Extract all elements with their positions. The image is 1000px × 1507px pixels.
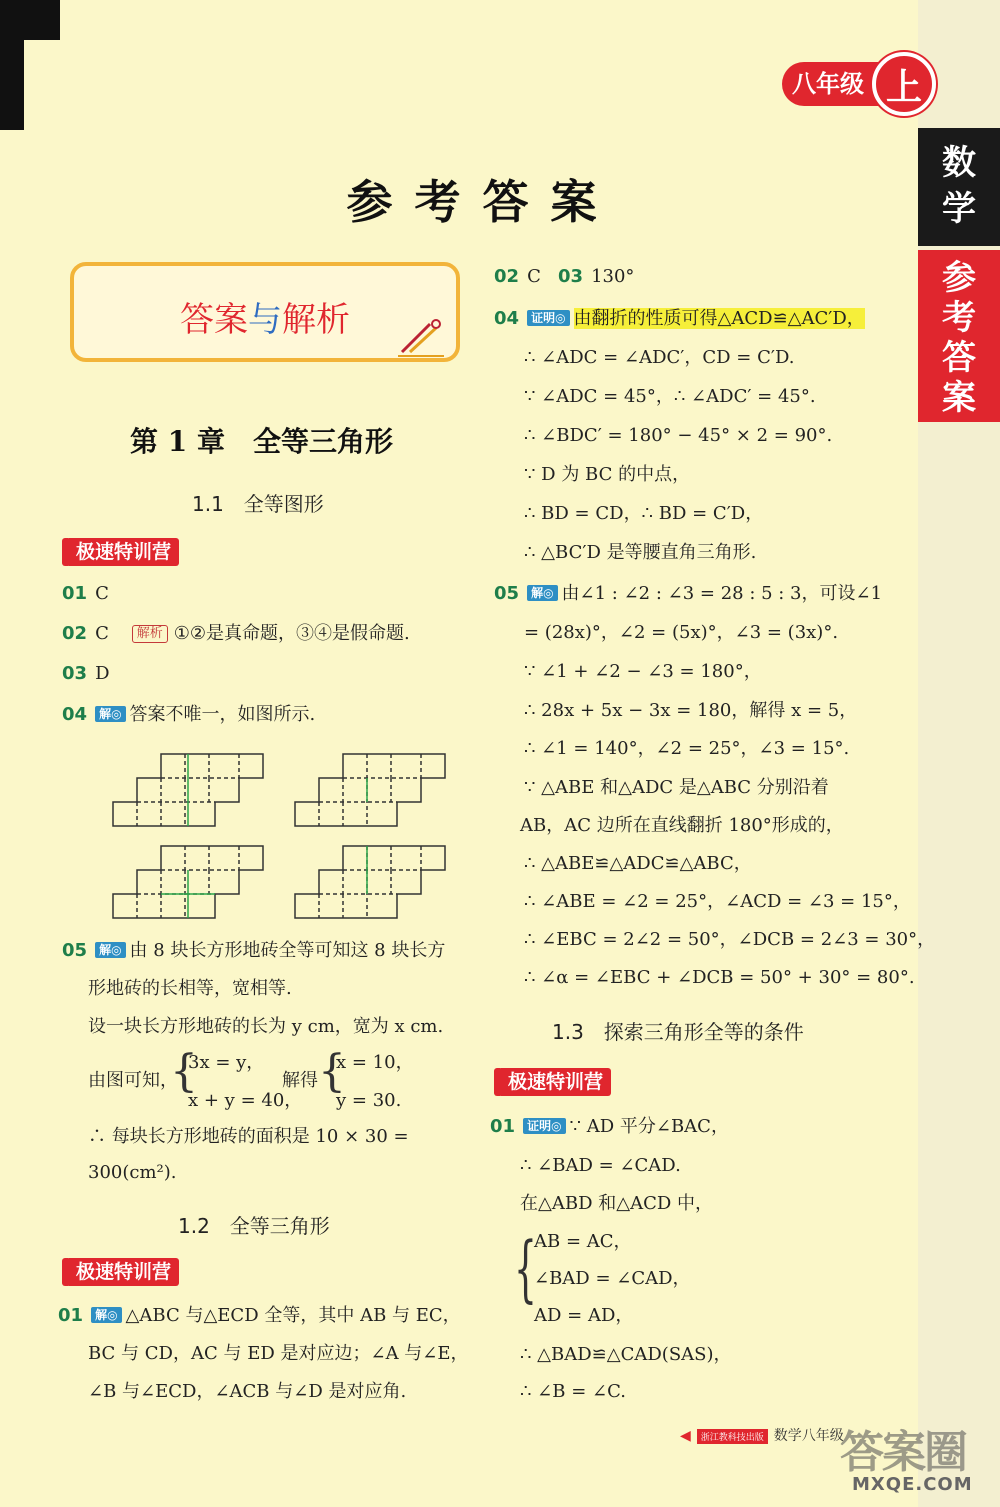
answer-text: 由图可知， [88, 1070, 178, 1091]
answer-text: ∵ AD 平分∠BAC， [569, 1116, 729, 1137]
answer-text: C [95, 583, 109, 604]
section-title-1-1: 1.1 全等图形 [192, 492, 324, 516]
question-number: 05 [62, 940, 88, 961]
answer-text: ∴ BD = CD，∴ BD = C′D， [524, 503, 764, 524]
answer-text: ∴ △BC′D 是等腰直角三角形. [524, 542, 757, 563]
tab-char: 参 [942, 258, 976, 298]
answer-line [62, 940, 445, 962]
net-figure [295, 754, 445, 826]
question-number: 01 [58, 1305, 84, 1326]
equation: AD = AD， [534, 1305, 634, 1326]
subject-char: 数 [942, 143, 976, 183]
answer-text: ∴ △ABE≌△ADC≌△ABC， [524, 853, 752, 874]
answer-text: ∴ ∠ABE = ∠2 = 25°，∠ACD = ∠3 = 15°， [524, 891, 911, 912]
tab-char: 答 [942, 338, 976, 378]
section-title-1-3: 1.3 探索三角形全等的条件 [552, 1020, 804, 1044]
answer-line [62, 583, 109, 605]
answer-text: ∴ △BAD≌△CAD(SAS)， [520, 1344, 732, 1365]
answer-text: 由 8 块长方形地砖全等可知这 8 块长方 [129, 940, 446, 961]
question-number: 05 [494, 583, 520, 604]
answer-line [58, 1305, 461, 1327]
answer-text: ∴ ∠α = ∠EBC + ∠DCB = 50° + 30° = 80°. [524, 967, 915, 988]
question-number: 01 [490, 1116, 516, 1137]
answer-text: ∵ D 为 BC 的中点， [524, 464, 691, 485]
solution-tag: 解◎ [527, 585, 557, 601]
system-brace: { [318, 1046, 346, 1097]
analysis-tag: 解析 [132, 625, 168, 643]
arrow-left-icon: ◀ [680, 1428, 691, 1444]
system-brace: { [514, 1226, 537, 1310]
scan-edge-left [0, 0, 24, 130]
answer-text: C [95, 623, 109, 644]
section-title-1-2: 1.2 全等三角形 [178, 1214, 330, 1238]
volume-label: 上 [885, 66, 922, 108]
answer-text: ①②是真命题，③④是假命题. [173, 623, 410, 644]
answer-text: △ABC 与△ECD 全等，其中 AB 与 EC， [125, 1305, 461, 1326]
answer-text: ∴ ∠B = ∠C. [520, 1381, 626, 1402]
cube-nets-figure [110, 744, 470, 924]
answer-text: ∴ ∠ADC = ∠ADC′，CD = C′D. [524, 347, 795, 368]
answer-text: 300(cm²). [88, 1162, 177, 1183]
system-brace: { [170, 1046, 198, 1097]
question-number: 01 [62, 583, 88, 604]
equation: ∠BAD = ∠CAD， [534, 1268, 691, 1289]
question-number: 03 [62, 663, 88, 684]
pencil-icon [396, 316, 448, 358]
answer-text: = (28x)°，∠2 = (5x)°，∠3 = (3x)°. [524, 622, 839, 643]
volume-circle [872, 52, 936, 116]
proof-tag: 证明◎ [523, 1118, 565, 1134]
camp-label: 极速特训营 [66, 538, 179, 566]
answer-text: C [527, 266, 541, 287]
grade-label: 八年级 [792, 70, 864, 98]
question-number: 03 [558, 266, 584, 287]
answer-text: AB，AC 边所在直线翻折 180°形成的， [520, 815, 844, 836]
answer-text: ∴ ∠BAD = ∠CAD. [520, 1155, 681, 1176]
answer-text: ∵ ∠1 + ∠2 − ∠3 = 180°， [524, 661, 762, 682]
watermark-logo: 答案圈 [840, 1427, 966, 1478]
answer-text: BC 与 CD，AC 与 ED 是对应边；∠A 与∠E， [88, 1343, 469, 1364]
camp-label: 极速特训营 [498, 1068, 611, 1096]
answer-text: 解得 [282, 1070, 318, 1091]
question-number: 04 [494, 308, 520, 329]
answer-text: 形地砖的长相等，宽相等. [88, 978, 292, 999]
publisher-badge: 浙江教科技出版 [697, 1429, 768, 1444]
camp-label: 极速特训营 [66, 1258, 179, 1286]
net-figure [113, 754, 263, 826]
answer-text: ∠B 与∠ECD，∠ACB 与∠D 是对应角. [88, 1381, 407, 1402]
watermark-url: MXQE.COM [852, 1474, 973, 1495]
tab-char: 案 [942, 378, 976, 418]
answer-text: ∴ 28x + 5x − 3x = 180，解得 x = 5， [524, 700, 858, 721]
question-number: 02 [494, 266, 520, 287]
banner-part: 解析 [282, 300, 350, 340]
highlighted-text: 由翻折的性质可得△ACD≌△AC′D， [573, 308, 865, 329]
page-title: 参考答案 [346, 175, 619, 229]
equation: 3x = y， [188, 1052, 265, 1073]
solution-tag: 解◎ [95, 942, 125, 958]
answer-text: ∴ 每块长方形地砖的面积是 10 × 30 = [88, 1126, 409, 1147]
answer-text: 设一块长方形地砖的长为 y cm，宽为 x cm. [88, 1016, 444, 1037]
answer-line [62, 663, 110, 685]
chapter-title: 第 1 章 全等三角形 [130, 425, 393, 458]
equation: x = 10， [336, 1052, 414, 1073]
question-number: 02 [62, 623, 88, 644]
answer-text: ∴ ∠EBC = 2∠2 = 50°，∠DCB = 2∠3 = 30°， [524, 929, 936, 950]
solution-tag: 解◎ [95, 706, 125, 722]
banner-part: 答案 [180, 300, 248, 340]
net-figure [295, 846, 445, 918]
answer-text: 130° [591, 266, 635, 287]
answer-line [490, 1116, 729, 1138]
answer-line [62, 623, 410, 645]
answer-text: ∵ △ABE 和△ADC 是△ABC 分别沿着 [524, 777, 829, 798]
answer-line [494, 266, 634, 288]
net-figure [113, 846, 263, 918]
answer-section-tab[interactable] [918, 250, 1000, 422]
equation: x + y = 40， [188, 1090, 303, 1111]
solution-tag: 解◎ [91, 1307, 121, 1323]
grade-badge [782, 62, 884, 106]
tab-char: 考 [942, 298, 976, 338]
page-footer [680, 1425, 844, 1445]
answer-line [62, 704, 315, 726]
question-number: 04 [62, 704, 88, 725]
answer-text: ∴ ∠1 = 140°，∠2 = 25°，∠3 = 15°. [524, 738, 850, 759]
proof-tag: 证明◎ [527, 310, 569, 326]
banner-part: 与 [248, 300, 282, 340]
answer-text: 答案不唯一，如图所示. [129, 704, 316, 725]
answer-text: ∵ ∠ADC = 45°，∴ ∠ADC′ = 45°. [524, 386, 816, 407]
equation: AB = AC， [534, 1231, 632, 1252]
answer-text: 在△ABD 和△ACD 中， [520, 1193, 713, 1214]
book-name: 数学八年级 [773, 1428, 844, 1444]
answer-line [494, 308, 865, 330]
answer-text: D [95, 663, 110, 684]
answer-line [494, 583, 882, 605]
equation: y = 30. [336, 1090, 402, 1111]
answer-text: 由∠1 : ∠2 : ∠3 = 28 : 5 : 3，可设∠1 [561, 583, 883, 604]
subject-char: 学 [942, 189, 976, 229]
answer-text: ∴ ∠BDC′ = 180° − 45° × 2 = 90°. [524, 425, 833, 446]
